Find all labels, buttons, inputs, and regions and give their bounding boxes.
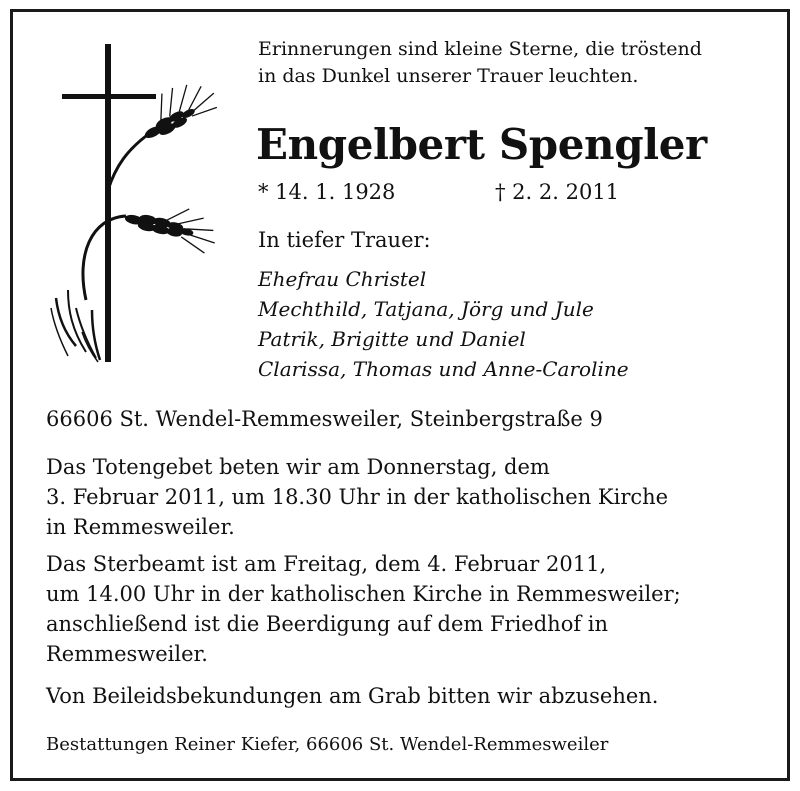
mourners-list — [258, 264, 629, 384]
death-date: † 2. 2. 2011 — [495, 180, 620, 204]
requiem-announcement — [46, 549, 681, 669]
prayer-line: Das Totengebet beten wir am Donnerstag, dem — [46, 455, 550, 479]
birth-date: * 14. 1. 1928 — [258, 180, 396, 204]
mourning-heading: In tiefer Trauer: — [258, 228, 431, 252]
mourner-entry: Patrik, Brigitte und Daniel — [258, 327, 526, 351]
requiem-line: anschließend ist die Beerdigung auf dem Friedhof in — [46, 612, 609, 636]
requiem-line: Remmesweiler. — [46, 642, 208, 666]
requiem-line: Das Sterbeamt ist am Freitag, dem 4. Februar 2011, — [46, 552, 607, 576]
quote-line: Erinnerungen sind kleine Sterne, die tröstend — [258, 38, 702, 60]
prayer-line: in Remmesweiler. — [46, 515, 235, 539]
quote-line: in das Dunkel unserer Trauer leuchten. — [258, 65, 639, 87]
mourner-entry: Clarissa, Thomas und Anne-Caroline — [258, 357, 629, 381]
deceased-name: Engelbert Spengler — [256, 120, 707, 169]
family-address: 66606 St. Wendel-Remmesweiler, Steinbergstraße 9 — [46, 407, 603, 431]
requiem-line: um 14.00 Uhr in der katholischen Kirche in Remmesweiler; — [46, 582, 681, 606]
funeral-home-credit: Bestattungen Reiner Kiefer, 66606 St. Wendel-Remmesweiler — [46, 734, 609, 755]
memorial-quote — [258, 36, 702, 90]
cross-with-wheat-icon — [46, 40, 232, 370]
mourner-entry: Mechthild, Tatjana, Jörg und Jule — [258, 297, 594, 321]
prayer-line: 3. Februar 2011, um 18.30 Uhr in der katholischen Kirche — [46, 485, 669, 509]
condolence-request: Von Beileidsbekundungen am Grab bitten wir abzusehen. — [46, 684, 659, 708]
mourner-entry: Ehefrau Christel — [258, 267, 427, 291]
prayer-announcement — [46, 452, 668, 542]
